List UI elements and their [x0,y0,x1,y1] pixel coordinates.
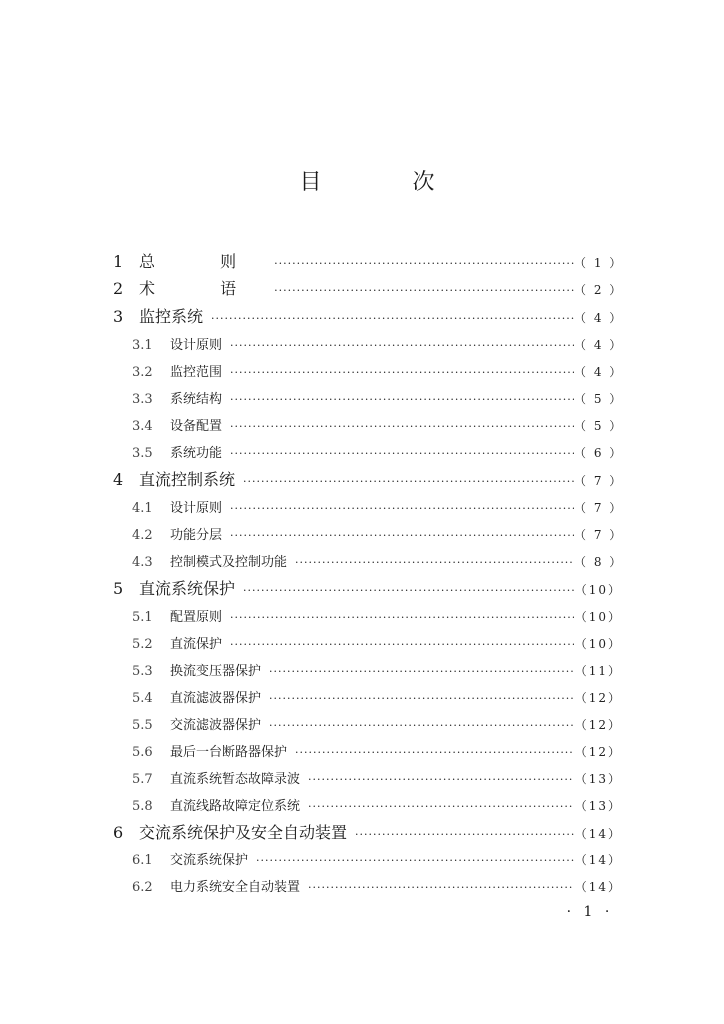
toc-entry-title: 交流系统保护 [170,853,249,868]
toc-entry-number: 5.8 [132,799,153,814]
toc-entry-number: 6 [113,823,124,842]
toc-entry-number: 4.3 [132,555,153,570]
toc-section-row[interactable] [132,388,622,410]
toc-chapter-row[interactable] [113,278,622,300]
toc-entry-title: 设计原则 [170,501,223,516]
toc-section-row[interactable] [132,415,622,437]
toc-dot-leader [308,769,574,791]
toc-page-reference: （14） [574,827,622,841]
toc-entry-title: 监控系统 [139,307,204,326]
toc-page-reference: （12） [574,745,622,759]
toc-chapter-row[interactable] [113,251,622,273]
toc-entry-number: 5.5 [132,718,153,733]
toc-dot-leader [243,471,574,493]
toc-dot-leader [269,688,574,710]
toc-page-reference: （ 5 ） [574,392,624,406]
toc-dot-leader [274,253,574,275]
toc-entry-number: 5.1 [132,610,153,625]
toc-entry-number: 4.1 [132,501,153,516]
toc-entry-title: 电力系统安全自动装置 [170,880,301,895]
toc-section-row[interactable] [132,442,622,464]
toc-dot-leader [243,580,574,602]
toc-page-reference: （ 4 ） [574,365,624,379]
toc-page-reference: （11） [574,664,622,678]
toc-page-reference: （ 7 ） [574,528,624,542]
toc-dot-leader [230,607,574,629]
toc-entry-number: 3.3 [132,392,153,407]
toc-entry-number: 3 [113,307,124,326]
toc-dot-leader [308,796,574,818]
toc-page-reference: （14） [574,880,622,894]
toc-section-row[interactable] [132,660,622,682]
toc-entry-title: 系统功能 [170,446,223,461]
toc-entry-number: 5 [113,579,124,598]
toc-entry-title: 设备配置 [170,419,223,434]
toc-chapter-row[interactable] [113,306,622,328]
toc-entry-title: 配置原则 [170,610,223,625]
toc-entry-title: 监控范围 [170,365,223,380]
toc-entry-title: 直流保护 [170,637,223,652]
toc-entry-number: 4.2 [132,528,153,543]
toc-entry-title: 交流系统保护及安全自动装置 [139,823,348,842]
toc-chapter-row[interactable] [113,469,622,491]
toc-dot-leader [230,498,574,520]
toc-entry-title: 换流变压器保护 [170,664,262,679]
toc-page-reference: （ 1 ） [574,256,624,270]
toc-section-row[interactable] [132,606,622,628]
toc-chapter-row[interactable] [113,822,622,844]
toc-dot-leader [230,525,574,547]
toc-entry-number: 3.1 [132,338,153,353]
toc-page-reference: （ 8 ） [574,555,624,569]
toc-entry-number: 6.2 [132,880,153,895]
toc-dot-leader [295,742,574,764]
toc-chapter-row[interactable] [113,578,622,600]
toc-dot-leader [269,715,574,737]
toc-page-reference: （14） [574,853,622,867]
toc-entry-number: 1 [113,252,124,271]
toc-entry-title: 交流滤波器保护 [170,718,262,733]
toc-section-row[interactable] [132,687,622,709]
toc-section-row[interactable] [132,768,622,790]
toc-page-reference: （13） [574,772,622,786]
toc-page-reference: （10） [574,583,622,597]
toc-entry-number: 5.2 [132,637,153,652]
toc-entry-title: 功能分层 [170,528,223,543]
toc-entry-title: 直流系统保护 [139,579,236,598]
toc-dot-leader [230,416,574,438]
toc-page-reference: （ 4 ） [574,311,624,325]
toc-dot-leader [230,634,574,656]
toc-section-row[interactable] [132,876,622,898]
toc-dot-leader [230,335,574,357]
toc-dot-leader [269,661,574,683]
toc-dot-leader [256,850,574,872]
toc-section-row[interactable] [132,361,622,383]
page-title: 目 次 [299,170,477,195]
toc-entry-number: 3.5 [132,446,153,461]
toc-entry-title: 直流系统暂态故障录波 [170,772,301,787]
toc-page-reference: （ 4 ） [574,338,624,352]
toc-dot-leader [230,389,574,411]
toc-entry-number: 5.3 [132,664,153,679]
toc-page-reference: （ 6 ） [574,446,624,460]
toc-page-reference: （ 2 ） [574,283,624,297]
toc-dot-leader [230,362,574,384]
toc-entry-number: 4 [113,470,124,489]
toc-section-row[interactable] [132,497,622,519]
toc-entry-number: 6.1 [132,853,153,868]
toc-entry-title: 设计原则 [170,338,223,353]
toc-page-reference: （12） [574,691,622,705]
toc-entry-title: 系统结构 [170,392,223,407]
toc-entry-title: 直流滤波器保护 [170,691,262,706]
toc-entry-number: 2 [113,279,124,298]
toc-section-row[interactable] [132,795,622,817]
toc-page-reference: （ 7 ） [574,474,624,488]
toc-entry-number: 3.4 [132,419,153,434]
toc-entry-number: 3.2 [132,365,153,380]
toc-section-row[interactable] [132,334,622,356]
toc-section-row[interactable] [132,524,622,546]
page-number: · 1 · [566,904,614,920]
toc-page-reference: （10） [574,637,622,651]
toc-entry-title: 直流控制系统 [139,470,236,489]
toc-page-reference: （ 5 ） [574,419,624,433]
toc-section-row[interactable] [132,551,622,573]
toc-entry-title: 直流线路故障定位系统 [170,799,301,814]
toc-dot-leader [230,443,574,465]
toc-entry-number: 5.7 [132,772,153,787]
toc-dot-leader [211,308,574,330]
toc-page-reference: （ 7 ） [574,501,624,515]
toc-entry-title: 最后一台断路器保护 [170,745,288,760]
toc-dot-leader [308,877,574,899]
toc-entry-title: 术 语 [139,279,267,298]
toc-entry-number: 5.4 [132,691,153,706]
toc-entry-title: 控制模式及控制功能 [170,555,288,570]
toc-entry-number: 5.6 [132,745,153,760]
toc-dot-leader [274,280,574,302]
toc-section-row[interactable] [132,849,622,871]
toc-dot-leader [295,552,574,574]
toc-section-row[interactable] [132,741,622,763]
toc-section-row[interactable] [132,714,622,736]
toc-page-reference: （12） [574,718,622,732]
toc-dot-leader [355,824,574,846]
toc-section-row[interactable] [132,633,622,655]
toc-page-reference: （10） [574,610,622,624]
toc-entry-title: 总 则 [139,252,267,271]
toc-page-reference: （13） [574,799,622,813]
